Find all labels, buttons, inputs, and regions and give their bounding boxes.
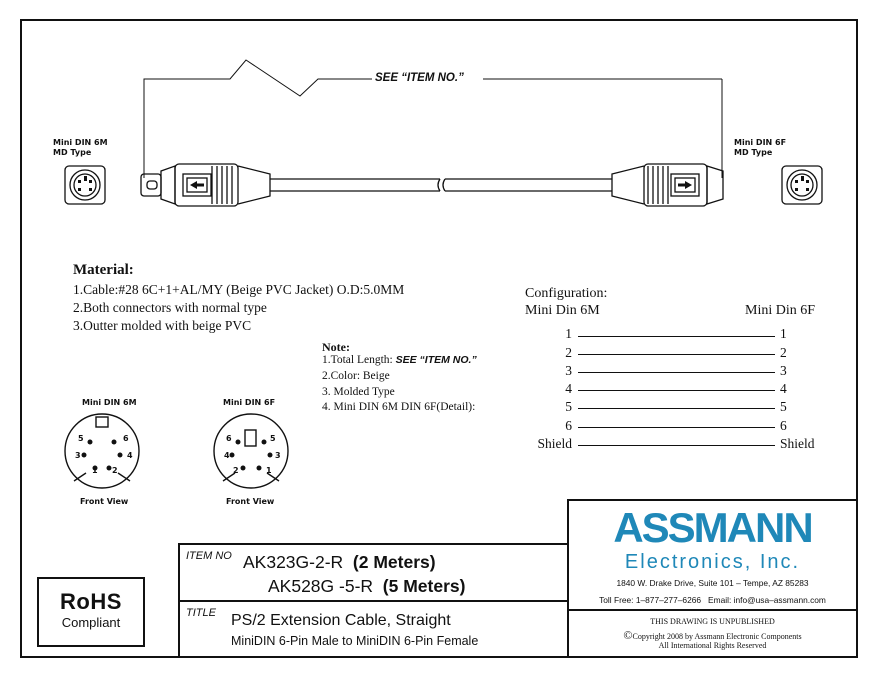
item-1-code: AK323G-2-R <box>243 552 344 572</box>
title-label: TITLE <box>186 607 216 619</box>
config-row-5-right: 5 <box>780 399 787 414</box>
female-view-label: Front View <box>226 497 275 506</box>
male-pin-1: 1 <box>92 466 98 475</box>
item-1-length: (2 Meters) <box>352 552 436 572</box>
config-row-5-left: 5 <box>565 399 572 414</box>
pinout-diagrams <box>60 408 320 498</box>
config-row-2-left: 2 <box>565 345 572 360</box>
right-connector-type: MD Type <box>734 148 773 157</box>
config-row-4-right: 4 <box>780 381 787 396</box>
cable-drawing <box>0 0 880 260</box>
config-row-6-wire <box>578 427 775 428</box>
item-2-length: (5 Meters) <box>382 576 466 596</box>
male-view-label: Front View <box>80 497 129 506</box>
item-no-block <box>178 543 569 602</box>
material-line-3: 3.Outter molded with beige PVC <box>73 318 252 333</box>
female-pin-5: 5 <box>270 434 276 443</box>
config-row-1-left: 1 <box>565 326 572 341</box>
female-pin-2: 2 <box>233 466 239 475</box>
title-sub: MiniDIN 6-Pin Male to MiniDIN 6-Pin Female <box>231 634 479 648</box>
item-2-code: AK528G -5-R <box>268 576 374 596</box>
config-title: Configuration: <box>525 286 608 301</box>
config-row-4-wire <box>578 390 775 391</box>
female-pin-6: 6 <box>226 434 232 443</box>
male-pin-4: 4 <box>127 451 133 460</box>
copyright-icon: © <box>623 628 633 642</box>
company-logo-top: ASSMANN <box>613 504 812 551</box>
config-shield-wire <box>578 445 775 446</box>
female-pin-1: 1 <box>266 466 272 475</box>
note-title: Note: <box>322 340 350 354</box>
notice-rights: All International Rights Reserved <box>658 641 767 650</box>
female-pin-4: 4 <box>224 451 230 460</box>
length-callout: SEE “ITEM NO.” <box>375 72 464 84</box>
config-left-header: Mini Din 6M <box>525 303 600 318</box>
config-shield-right: Shield <box>780 436 815 451</box>
note-line-1 <box>322 354 477 366</box>
note-line-3: 3. Molded Type <box>322 386 395 398</box>
female-pinout-title: Mini DIN 6F <box>223 398 276 407</box>
company-logo-bottom: Electronics, Inc. <box>624 551 801 573</box>
rohs-title: RoHS <box>60 589 122 614</box>
male-pin-5: 5 <box>78 434 84 443</box>
item-no-label: ITEM NO <box>186 550 232 562</box>
company-address: 1840 W. Drake Drive, Suite 101 – Tempe, AZ 85283 <box>616 578 809 588</box>
title-block <box>178 600 569 658</box>
left-connector-type: MD Type <box>53 148 92 157</box>
material-line-2: 2.Both connectors with normal type <box>73 300 267 315</box>
company-contact: Toll Free: 1–877–277–6266 Email: info@usa–assmann.com <box>599 595 826 605</box>
material-title: Material: <box>73 262 134 278</box>
title-main: PS/2 Extension Cable, Straight <box>231 612 451 629</box>
notice-block <box>567 609 858 658</box>
right-connector-name: Mini DIN 6F <box>734 138 787 147</box>
female-pin-3: 3 <box>275 451 281 460</box>
rohs-badge <box>37 577 145 647</box>
config-right-header: Mini Din 6F <box>745 303 816 318</box>
config-row-2-wire <box>578 354 775 355</box>
config-row-4-left: 4 <box>565 381 572 396</box>
config-row-5-wire <box>578 408 775 409</box>
note-line-1-bold: SEE “ITEM NO.” <box>395 354 477 366</box>
config-row-2-right: 2 <box>780 345 787 360</box>
config-row-3-right: 3 <box>780 363 787 378</box>
material-line-1: 1.Cable:#28 6C+1+AL/MY (Beige PVC Jacket) O.D:5.0MM <box>73 282 405 297</box>
male-pinout-title: Mini DIN 6M <box>82 398 137 407</box>
notice-copyright: Copyright 2008 by Assmann Electronic Components <box>632 632 802 641</box>
note-line-4: 4. Mini DIN 6M DIN 6F(Detail): <box>322 401 476 413</box>
note-line-2: 2.Color: Beige <box>322 370 390 382</box>
male-pin-3: 3 <box>75 451 81 460</box>
config-row-3-wire <box>578 372 775 373</box>
config-row-6-left: 6 <box>565 418 572 433</box>
male-pin-2: 2 <box>112 466 118 475</box>
male-pin-6: 6 <box>123 434 129 443</box>
config-row-6-right: 6 <box>780 418 787 433</box>
config-row-3-left: 3 <box>565 363 572 378</box>
item-1 <box>243 552 436 573</box>
notice-unpublished: THIS DRAWING IS UNPUBLISHED <box>650 617 775 626</box>
config-shield-left: Shield <box>537 436 572 451</box>
note-line-1-prefix: 1.Total Length: <box>322 354 396 366</box>
config-row-1-right: 1 <box>780 326 787 341</box>
config-row-1-wire <box>578 336 775 337</box>
left-connector-name: Mini DIN 6M <box>53 138 108 147</box>
item-2 <box>268 576 465 597</box>
company-block <box>567 499 858 611</box>
rohs-subtitle: Compliant <box>61 615 121 630</box>
